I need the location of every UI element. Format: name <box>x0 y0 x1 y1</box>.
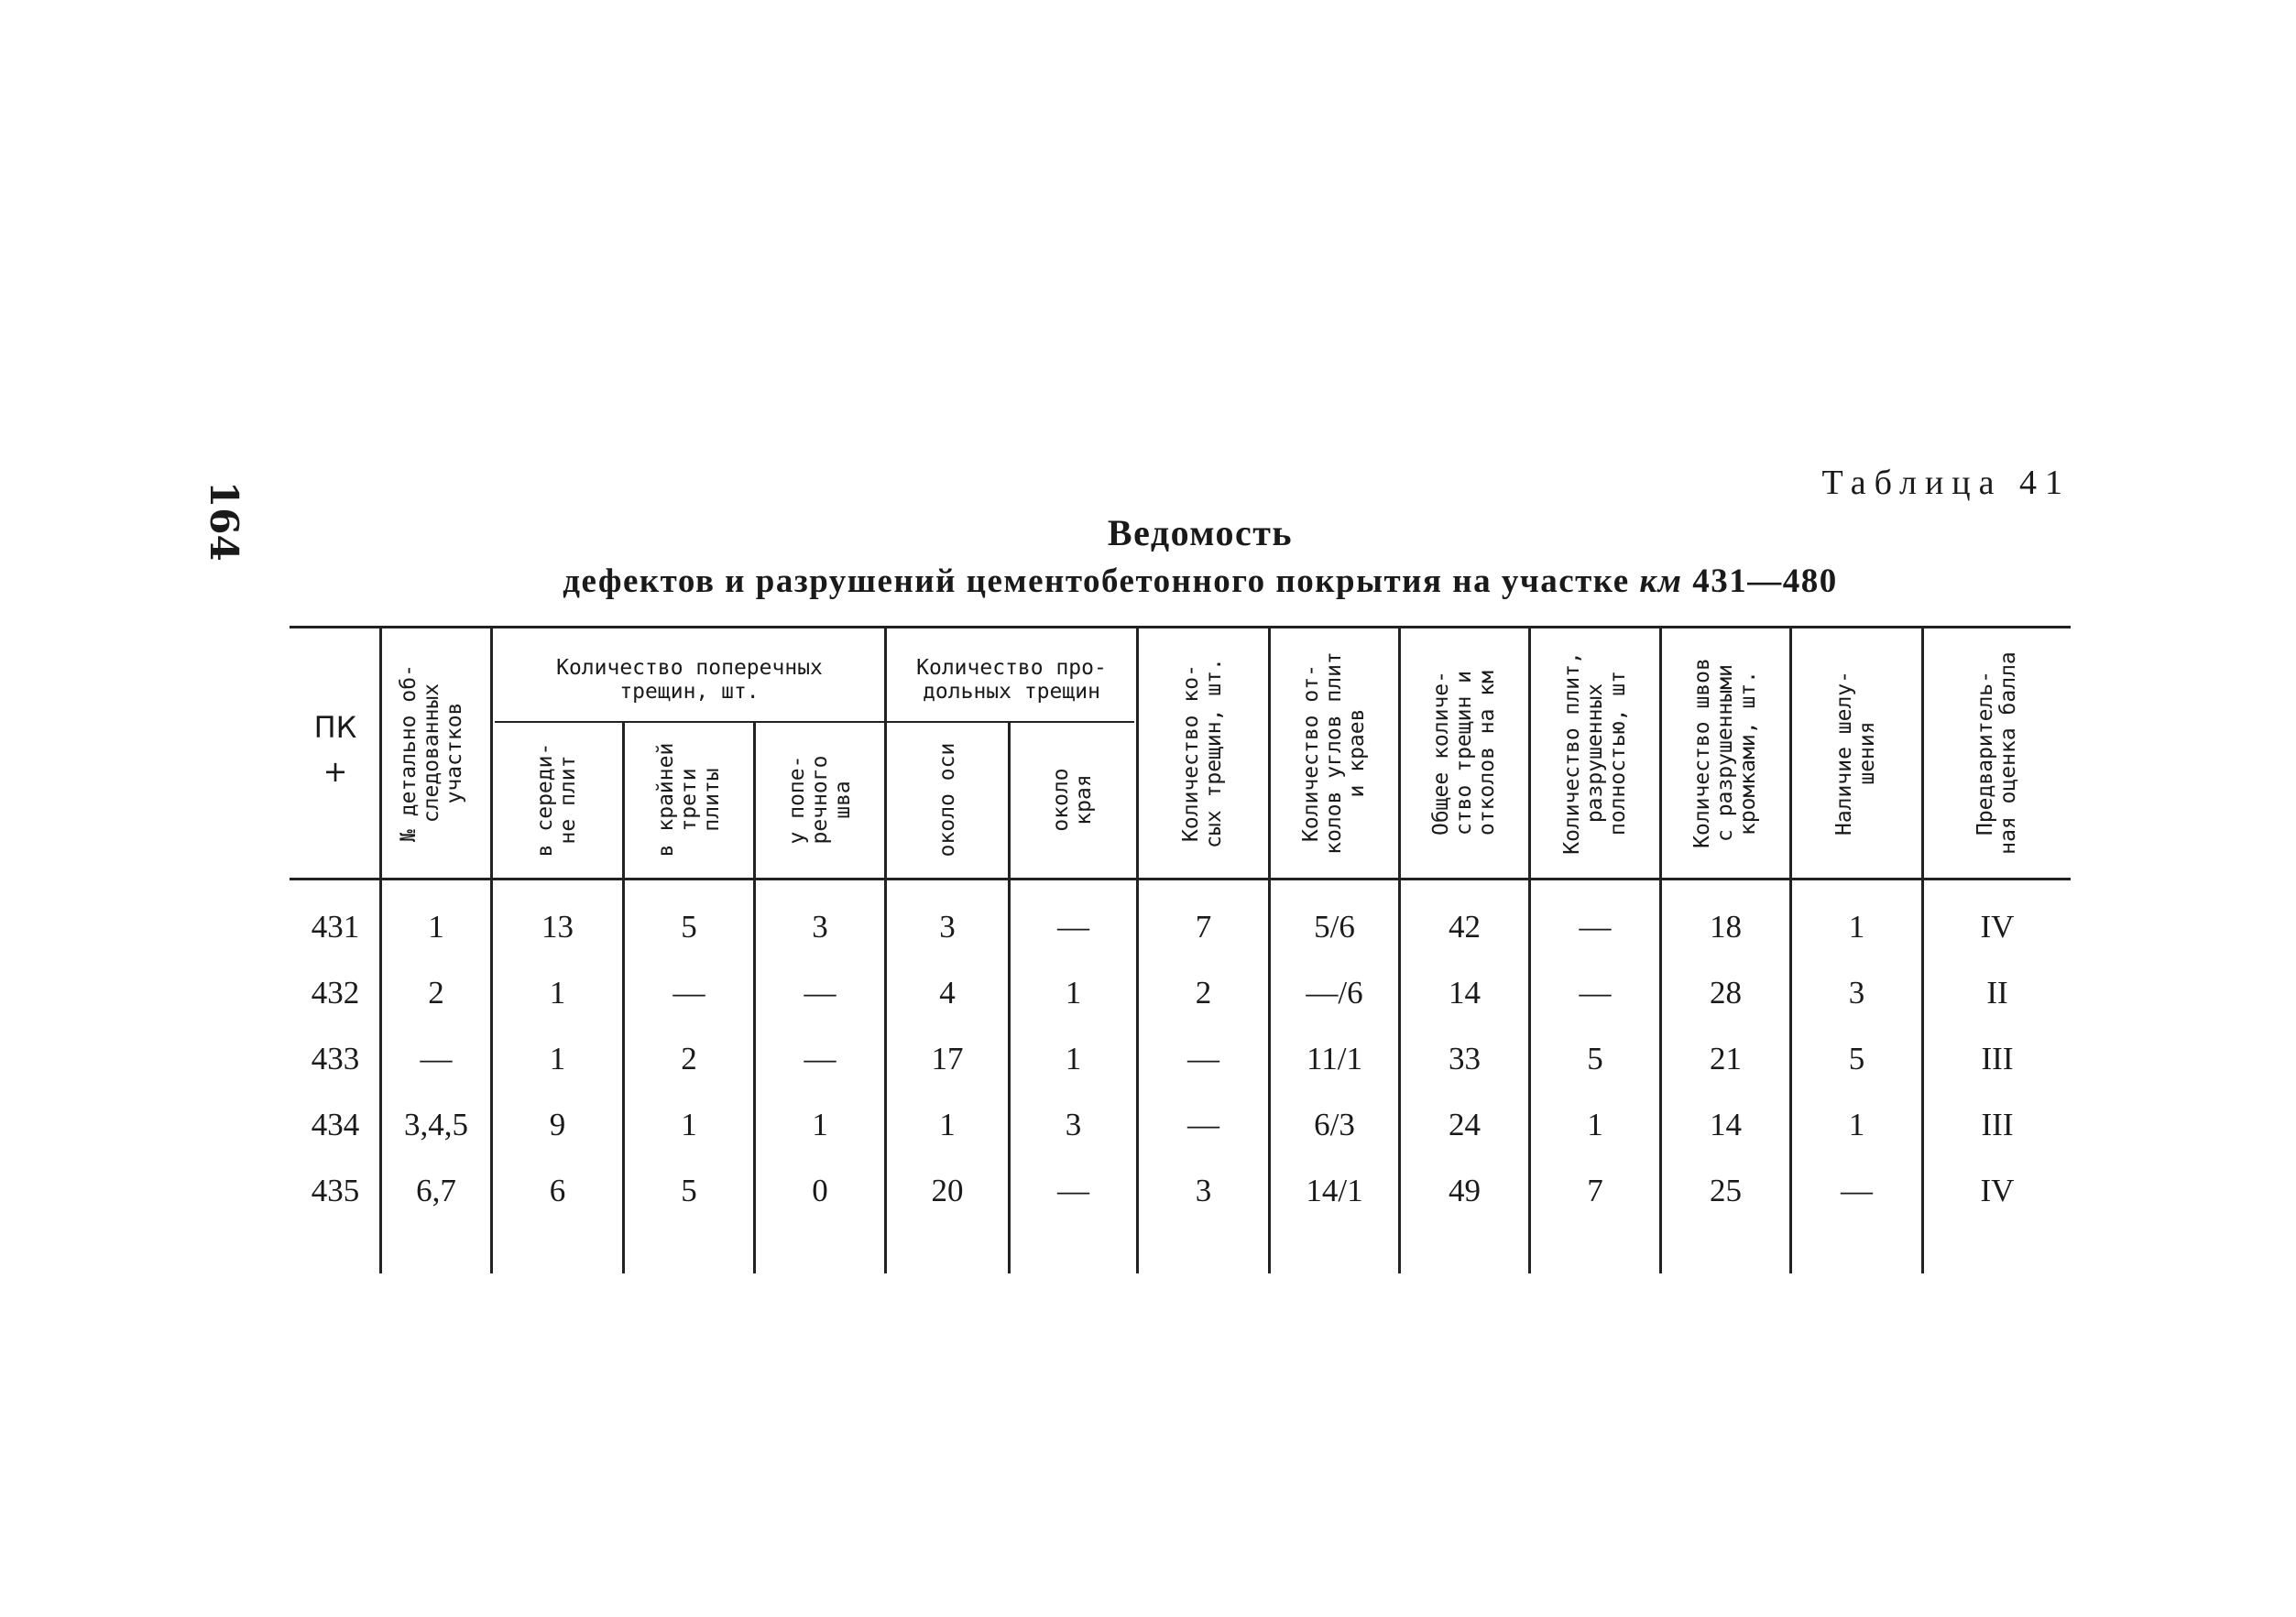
title-text: Ведомость <box>1107 512 1294 553</box>
cell-corners: 14/1 <box>1306 1173 1363 1208</box>
header-score: Предваритель- ная оценка балла <box>1973 651 2020 855</box>
cell-corners: —/6 <box>1306 975 1363 1011</box>
cell-t-edge: — <box>672 975 705 1011</box>
cell-diag: 3 <box>1195 1173 1212 1208</box>
cell-score: III <box>1981 1041 2014 1076</box>
subtitle-km: км <box>1639 563 1683 600</box>
header-pk-label: ПК <box>313 710 357 745</box>
cell-destroyed: — <box>1579 909 1612 945</box>
cell-l-axis: 3 <box>939 909 956 945</box>
cell-diag: 2 <box>1195 975 1212 1011</box>
table-top-rule <box>290 626 2071 628</box>
cell-t-joint: 0 <box>812 1173 828 1208</box>
header-diagonal: Количество ко- сых трещин, шт. <box>1179 658 1226 848</box>
cell-l-edge: 1 <box>1065 1041 1082 1076</box>
cell-l-axis: 1 <box>939 1107 956 1142</box>
header-group-longitudinal: Количество про- дольных трещин <box>916 656 1107 704</box>
cell-joints: 25 <box>1710 1173 1742 1208</box>
cell-joints: 21 <box>1710 1041 1742 1076</box>
cell-corners: 6/3 <box>1314 1107 1355 1142</box>
header-joints: Количество швов с разрушенными кромками, шт. <box>1689 658 1760 848</box>
header-bottom-rule <box>290 878 2071 880</box>
cell-t-mid: 1 <box>549 1041 566 1076</box>
cell-joints: 28 <box>1710 975 1742 1011</box>
cell-destroyed: 1 <box>1587 1107 1603 1142</box>
header-detailed: № детально об- следованных участков <box>396 664 466 842</box>
cell-scaling: 1 <box>1848 909 1865 945</box>
cell-scaling: — <box>1841 1173 1873 1208</box>
cell-scaling: 3 <box>1848 975 1865 1011</box>
cell-diag: — <box>1187 1041 1219 1076</box>
cell-total: 14 <box>1449 975 1481 1011</box>
header-corners: Количество от- колов углов плит и краев <box>1298 651 1369 855</box>
cell-t-edge: 1 <box>681 1107 697 1142</box>
cell-l-edge: — <box>1057 909 1089 945</box>
cell-score: IV <box>1980 909 2015 945</box>
header-pk-plus: + <box>323 754 348 789</box>
cell-detailed: — <box>420 1041 453 1076</box>
group-header-rule-transverse <box>495 721 884 723</box>
cell-t-edge: 2 <box>681 1041 697 1076</box>
header-long-axis: около оси <box>935 742 959 858</box>
cell-score: III <box>1981 1107 2014 1142</box>
cell-score: II <box>1986 975 2008 1011</box>
subtitle-after: 431—480 <box>1692 563 1838 600</box>
cell-total: 24 <box>1449 1107 1481 1142</box>
header-pk <box>291 705 379 793</box>
group-header-rule-longitudinal <box>887 721 1134 723</box>
cell-scaling: 1 <box>1848 1107 1865 1142</box>
cell-scaling: 5 <box>1848 1041 1865 1076</box>
cell-corners: 5/6 <box>1314 909 1355 945</box>
header-destroyed: Количество плит, разрушенных полностью, шт <box>1559 651 1630 855</box>
cell-t-edge: 5 <box>681 1173 697 1208</box>
subtitle-before: дефектов и разрушений цементобетонного покрытия на участке <box>563 563 1630 600</box>
table-subtitle <box>522 562 1878 601</box>
cell-diag: 7 <box>1195 909 1212 945</box>
cell-t-mid: 13 <box>541 909 574 945</box>
cell-t-joint: — <box>804 975 836 1011</box>
cell-pk: 431 <box>311 909 360 945</box>
cell-detailed: 6,7 <box>416 1173 456 1208</box>
cell-pk: 432 <box>311 975 360 1011</box>
cell-l-axis: 20 <box>931 1173 964 1208</box>
page-number: 164 <box>202 481 246 562</box>
header-transverse-edge-third: в крайней трети плиты <box>653 742 724 858</box>
cell-l-axis: 17 <box>931 1041 964 1076</box>
cell-joints: 18 <box>1710 909 1742 945</box>
cell-score: IV <box>1980 1173 2015 1208</box>
table-title <box>522 511 1878 554</box>
cell-joints: 14 <box>1710 1107 1742 1142</box>
cell-l-edge: — <box>1057 1173 1089 1208</box>
cell-pk: 434 <box>311 1107 360 1142</box>
cell-total: 49 <box>1449 1173 1481 1208</box>
header-group-transverse: Количество поперечных трещин, шт. <box>556 656 823 704</box>
cell-total: 42 <box>1449 909 1481 945</box>
cell-destroyed: — <box>1579 975 1612 1011</box>
cell-detailed: 3,4,5 <box>404 1107 468 1142</box>
cell-destroyed: 7 <box>1587 1173 1603 1208</box>
cell-pk: 435 <box>311 1173 360 1208</box>
cell-t-joint: 3 <box>812 909 828 945</box>
header-long-edge: около края <box>1049 768 1096 832</box>
cell-t-mid: 6 <box>549 1173 566 1208</box>
header-scaling: Наличие шелу- шения <box>1832 671 1879 836</box>
cell-pk: 433 <box>311 1041 360 1076</box>
cell-t-edge: 5 <box>681 909 697 945</box>
cell-t-joint: 1 <box>812 1107 828 1142</box>
cell-t-mid: 9 <box>549 1107 566 1142</box>
cell-diag: — <box>1187 1107 1219 1142</box>
cell-t-joint: — <box>804 1041 836 1076</box>
cell-destroyed: 5 <box>1587 1041 1603 1076</box>
cell-corners: 11/1 <box>1307 1041 1362 1076</box>
cell-t-mid: 1 <box>549 975 566 1011</box>
cell-l-edge: 1 <box>1065 975 1082 1011</box>
header-total: Общее количе- ство трещин и отколов на км <box>1428 671 1499 836</box>
cell-l-edge: 3 <box>1065 1107 1082 1142</box>
cell-total: 33 <box>1449 1041 1481 1076</box>
cell-l-axis: 4 <box>939 975 956 1011</box>
cell-detailed: 1 <box>428 909 444 945</box>
header-transverse-joint: у попе- речного шва <box>784 755 855 845</box>
table-label: Таблица 41 <box>1821 464 2071 502</box>
header-transverse-middle: в середи- не плит <box>533 742 580 858</box>
cell-detailed: 2 <box>428 975 444 1011</box>
